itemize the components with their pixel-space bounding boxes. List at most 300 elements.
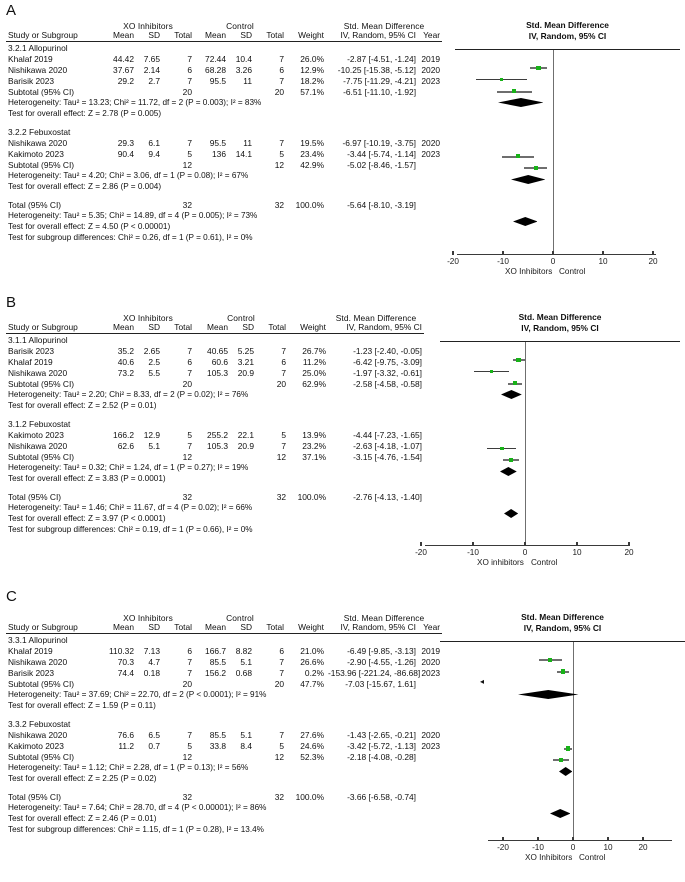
subtotal-total-xo: 12 [182, 751, 192, 762]
subtotal-row [6, 86, 442, 97]
study-name: Nishikawa 2020 [8, 137, 68, 148]
axis-tick-label: 0 [570, 843, 576, 852]
heterogeneity-text: Heterogeneity: Tau² = 2.20; Chi² = 8.33, df = 2 (P = 0.02); I² = 76% [8, 390, 249, 400]
table-note-row [6, 210, 442, 221]
header-effect: IV, Random, 95% CI [346, 321, 423, 332]
header-year: Year [423, 29, 441, 40]
panel-a [0, 0, 685, 292]
subtotal-weight: 37.1% [302, 451, 327, 462]
axis-tick [607, 837, 608, 841]
subgroup-header-row [6, 126, 442, 137]
total-xo: 5 [187, 429, 192, 440]
header-sd-control: SD [240, 621, 252, 632]
zero-reference-line [573, 642, 574, 840]
header-study: Study or Subgroup [8, 29, 78, 40]
subtotal-weight: 62.9% [302, 378, 327, 389]
year: 2019 [421, 53, 441, 64]
sd-xo: 6.5 [148, 729, 160, 740]
table-spacer [6, 119, 442, 126]
axis-label-right: Control [531, 558, 558, 567]
plot-header-rule [440, 641, 685, 642]
total-total-xo: 32 [182, 199, 192, 210]
plot-title-line2: IV, Random, 95% CI [521, 322, 599, 333]
plot-title-line1: Std. Mean Difference [518, 312, 602, 322]
table-note-row [6, 813, 442, 824]
mean-xo: 35.2 [117, 345, 134, 356]
mean-control: 40.65 [207, 345, 228, 356]
total-control: 5 [281, 429, 287, 440]
table-row [6, 729, 442, 740]
forest-plot [415, 312, 680, 576]
total-control: 7 [281, 440, 287, 451]
effect-marker [566, 746, 571, 751]
axis-tick [502, 251, 503, 255]
mean-control: 68.28 [205, 64, 226, 75]
sd-control: 14.1 [235, 148, 252, 159]
weight: 26.7% [302, 345, 327, 356]
mean-xo: 29.2 [117, 75, 134, 86]
effect-marker [516, 154, 520, 158]
plot-title [455, 20, 680, 41]
header-total-xo: Total [174, 321, 192, 332]
header-mean-xo: Mean [113, 321, 134, 332]
sd-xo: 9.4 [148, 148, 160, 159]
header-sd-xo: SD [148, 621, 160, 632]
header-mean-xo: Mean [113, 621, 134, 632]
effect-marker [548, 658, 552, 662]
subtotal-row [6, 159, 442, 170]
subtotal-diamond [501, 390, 522, 399]
weight: 26.0% [300, 53, 325, 64]
effect-marker [561, 669, 566, 674]
sd-control: 3.21 [237, 356, 254, 367]
total-row [6, 491, 424, 502]
mean-control: 85.5 [209, 656, 226, 667]
sd-control: 8.4 [240, 740, 252, 751]
axis-tick-label: 10 [603, 843, 613, 852]
header-group-smd: Std. Mean Difference [343, 613, 425, 623]
effect-marker [536, 66, 541, 71]
subtotal-effect-ci: -6.51 [-11.10, -1.92] [343, 86, 417, 97]
subtotal-effect-ci: -2.58 [-4.58, -0.58] [353, 378, 423, 389]
overall-effect-text: Test for overall effect: Z = 2.25 (P = 0.02) [8, 774, 157, 784]
study-name: Khalaf 2019 [8, 356, 53, 367]
axis-tick-label: 20 [648, 257, 658, 266]
mean-xo: 62.6 [117, 440, 134, 451]
mean-control: 60.6 [211, 356, 228, 367]
mean-xo: 90.4 [117, 148, 134, 159]
weight: 26.6% [300, 656, 325, 667]
axis-tick-label: 10 [572, 548, 582, 557]
subtotal-diamond [511, 175, 545, 184]
study-name: Kakimoto 2023 [8, 148, 64, 159]
subgroup-differences-text: Test for subgroup differences: Chi² = 0.26, df = 1 (P = 0.61), I² = 0% [8, 233, 253, 243]
overall-effect-text: Test for overall effect: Z = 3.83 (P = 0.0001) [8, 474, 166, 484]
total-xo: 7 [187, 367, 192, 378]
table-header-columns [6, 323, 424, 332]
weight: 27.6% [300, 729, 325, 740]
table-note-row [6, 473, 424, 484]
subgroup-header-row [6, 633, 442, 645]
mean-xo: 74.4 [117, 667, 134, 678]
header-weight: Weight [300, 321, 327, 332]
total-control: 7 [279, 75, 285, 86]
total-control: 6 [279, 645, 285, 656]
total-control: 7 [279, 137, 285, 148]
plot-header-rule [455, 49, 680, 50]
weight: 23.2% [302, 440, 327, 451]
table-note-row [6, 524, 424, 535]
total-label: Total (95% CI) [8, 199, 62, 210]
effect-marker [500, 447, 503, 450]
sd-control: 3.26 [235, 64, 252, 75]
overall-effect-text: Test for overall effect: Z = 2.52 (P = 0.01) [8, 401, 157, 411]
subtotal-label: Subtotal (95% CI) [8, 159, 75, 170]
zero-reference-line [553, 50, 554, 254]
zero-reference-line [525, 342, 526, 545]
total-xo: 7 [187, 440, 192, 451]
subgroup-header-row [6, 718, 442, 729]
mean-xo: 29.3 [117, 137, 134, 148]
effect-marker [509, 458, 513, 462]
axis-tick [552, 251, 553, 255]
study-name: Nishikawa 2020 [8, 64, 68, 75]
table-note-row [6, 773, 442, 784]
total-xo: 7 [187, 75, 192, 86]
effect-ci: -7.75 [-11.29, -4.21] [343, 75, 417, 86]
table-note-row [6, 181, 442, 192]
subtotal-label: Subtotal (95% CI) [8, 678, 75, 689]
study-name: Barisik 2023 [8, 75, 55, 86]
table-note-row [6, 400, 424, 411]
sd-control: 8.82 [235, 645, 252, 656]
total-control: 6 [279, 64, 285, 75]
total-total-control: 32 [276, 491, 287, 502]
sd-xo: 7.13 [143, 645, 160, 656]
year: 2020 [421, 137, 441, 148]
axis-tick-label: 0 [550, 257, 556, 266]
axis-tick [602, 251, 603, 255]
year: 2020 [421, 729, 441, 740]
subtotal-diamond [559, 767, 572, 776]
plot-title [440, 612, 685, 633]
header-group-smd: Std. Mean Difference [343, 21, 425, 31]
sd-control: 20.9 [237, 440, 254, 451]
sd-xo: 2.14 [143, 64, 160, 75]
total-control: 7 [279, 667, 285, 678]
subgroup-header-row [6, 333, 424, 345]
axis-tick [502, 837, 503, 841]
subtotal-total-control: 12 [276, 451, 287, 462]
total-diamond [550, 809, 570, 818]
table-note-row [6, 762, 442, 773]
mean-control: 156.2 [205, 667, 226, 678]
total-control: 6 [281, 356, 287, 367]
study-name: Kakimoto 2023 [8, 740, 64, 751]
study-name: Nishikawa 2020 [8, 656, 68, 667]
total-effect-ci: -2.76 [-4.13, -1.40] [353, 491, 423, 502]
year: 2020 [421, 64, 441, 75]
sd-xo: 4.7 [148, 656, 160, 667]
effect-ci: -4.44 [-7.23, -1.65] [353, 429, 423, 440]
effect-marker [559, 758, 564, 763]
subgroup-label: 3.2.1 Allopurinol [8, 42, 68, 53]
header-weight: Weight [298, 621, 325, 632]
effect-ci: -153.96 [-221.24, -86.68] [328, 667, 421, 678]
weight: 19.5% [300, 137, 325, 148]
axis-tick-label: 20 [638, 843, 648, 852]
mean-xo: 73.2 [117, 367, 134, 378]
table-note-row [6, 700, 442, 711]
subtotal-diamond [500, 467, 517, 476]
mean-xo: 166.2 [113, 429, 134, 440]
mean-control: 95.5 [209, 137, 226, 148]
subtotal-total-control: 20 [274, 678, 285, 689]
axis-tick [652, 251, 653, 255]
header-effect: IV, Random, 95% CI [340, 621, 417, 632]
study-name: Khalaf 2019 [8, 645, 53, 656]
spacer-cell [6, 119, 442, 126]
subtotal-label: Subtotal (95% CI) [8, 378, 75, 389]
sd-xo: 6.1 [148, 137, 160, 148]
mean-control: 72.44 [205, 53, 226, 64]
table-note-row [6, 689, 442, 700]
subgroup-label: 3.1.1 Allopurinol [8, 334, 68, 345]
axis-tick [537, 837, 538, 841]
table-note-row [6, 802, 442, 813]
effect-marker [516, 358, 521, 363]
year: 2023 [421, 75, 441, 86]
table-spacer [6, 484, 424, 491]
total-control: 7 [281, 367, 287, 378]
header-total-xo: Total [174, 621, 192, 632]
total-control: 7 [281, 345, 287, 356]
axis-tick [628, 542, 629, 546]
table-spacer [6, 784, 442, 791]
header-year: Year [423, 621, 441, 632]
table-note-row [6, 462, 424, 473]
effect-ci: -6.42 [-9.75, -3.09] [353, 356, 423, 367]
effect-ci: -3.44 [-5.74, -1.14] [347, 148, 417, 159]
study-table [6, 314, 424, 535]
sd-xo: 0.18 [143, 667, 160, 678]
weight: 18.2% [300, 75, 325, 86]
subtotal-effect-ci: -3.15 [-4.76, -1.54] [353, 451, 423, 462]
total-xo: 7 [187, 656, 192, 667]
weight: 21.0% [300, 645, 325, 656]
year: 2023 [421, 740, 441, 751]
total-xo: 6 [187, 645, 192, 656]
x-axis [488, 840, 672, 841]
total-effect-ci: -5.64 [-8.10, -3.19] [347, 199, 417, 210]
subtotal-row [6, 678, 442, 689]
total-xo: 7 [187, 53, 192, 64]
mean-control: 255.2 [207, 429, 228, 440]
axis-tick-label: 20 [624, 548, 634, 557]
subtotal-label: Subtotal (95% CI) [8, 86, 75, 97]
subtotal-weight: 42.9% [300, 159, 325, 170]
mean-xo: 37.67 [113, 64, 134, 75]
weight: 13.9% [302, 429, 327, 440]
header-study: Study or Subgroup [8, 621, 78, 632]
study-name: Kakimoto 2023 [8, 429, 64, 440]
heterogeneity-text: Heterogeneity: Tau² = 0.32; Chi² = 1.24, df = 1 (P = 0.27); I² = 19% [8, 463, 249, 473]
subtotal-row [6, 378, 424, 389]
subtotal-effect-ci: -2.18 [-4.08, -0.28] [347, 751, 417, 762]
year: 2020 [421, 656, 441, 667]
total-control: 7 [279, 729, 285, 740]
subtotal-total-control: 20 [276, 378, 287, 389]
table-note-row [6, 389, 424, 400]
total-label: Total (95% CI) [8, 491, 62, 502]
header-sd-xo: SD [148, 321, 160, 332]
sd-control: 11 [243, 75, 252, 86]
axis-tick-label: -20 [415, 548, 427, 557]
header-group-control: Control [226, 613, 254, 623]
sd-control: 10.4 [235, 53, 252, 64]
panel-c [0, 586, 685, 882]
axis-tick [452, 251, 453, 255]
spacer-cell [6, 711, 442, 718]
subtotal-row [6, 451, 424, 462]
axis-label-left: XO Inhibitors [525, 853, 573, 862]
total-xo: 7 [187, 345, 192, 356]
subtotal-total-xo: 20 [182, 678, 192, 689]
subtotal-weight: 52.3% [300, 751, 325, 762]
off-scale-arrow: ◂ [480, 677, 485, 687]
panel-label-a: A [6, 2, 17, 19]
subtotal-total-control: 20 [274, 86, 285, 97]
effect-marker [490, 370, 493, 373]
subgroup-label: 3.3.2 Febuxostat [8, 718, 71, 729]
effect-marker [500, 78, 503, 81]
total-weight: 100.0% [297, 491, 327, 502]
table-row [6, 345, 424, 356]
effect-ci: -1.97 [-3.32, -0.61] [353, 367, 423, 378]
weight: 0.2% [304, 667, 325, 678]
spacer-cell [6, 484, 424, 491]
axis-tick [472, 542, 473, 546]
table-row [6, 656, 442, 667]
study-name: Khalaf 2019 [8, 53, 53, 64]
table-row [6, 64, 442, 75]
plot-title-line2: IV, Random, 95% CI [523, 622, 602, 633]
axis-tick-label: -10 [467, 548, 479, 557]
subtotal-total-xo: 12 [182, 159, 192, 170]
overall-effect-text: Test for overall effect: Z = 1.59 (P = 0.11) [8, 701, 156, 711]
total-weight: 100.0% [295, 199, 325, 210]
total-overall-effect-text: Test for overall effect: Z = 4.50 (P < 0.00001) [8, 222, 171, 232]
table-row [6, 75, 442, 86]
table-note-row [6, 824, 442, 835]
header-effect: IV, Random, 95% CI [340, 29, 417, 40]
plot-header-rule [440, 341, 680, 342]
total-xo: 7 [187, 667, 192, 678]
sd-control: 5.25 [237, 345, 254, 356]
mean-xo: 11.2 [118, 740, 134, 751]
x-axis [457, 254, 656, 255]
effect-ci: -2.87 [-4.51, -1.24] [347, 53, 417, 64]
x-axis [425, 545, 630, 546]
mean-xo: 76.6 [117, 729, 134, 740]
header-group-xo: XO Inhibitors [123, 613, 173, 623]
table-row [6, 137, 442, 148]
total-total-xo: 32 [182, 491, 192, 502]
total-control: 7 [279, 656, 285, 667]
header-group-control: Control [227, 313, 255, 323]
subtotal-effect-ci: -5.02 [-8.46, -1.57] [347, 159, 417, 170]
subgroup-label: 3.1.2 Febuxostat [8, 418, 71, 429]
table-row [6, 429, 424, 440]
effect-ci: -10.25 [-15.38, -5.12] [337, 64, 417, 75]
header-mean-control: Mean [205, 621, 226, 632]
header-study: Study or Subgroup [8, 321, 78, 332]
total-heterogeneity-text: Heterogeneity: Tau² = 1.46; Chi² = 11.67, df = 4 (P = 0.02); I² = 66% [8, 503, 253, 513]
subtotal-label: Subtotal (95% CI) [8, 451, 75, 462]
table-spacer [6, 711, 442, 718]
axis-label-left: XO inhibitors [477, 558, 524, 567]
spacer-cell [6, 784, 442, 791]
sd-control: 5.1 [240, 729, 252, 740]
table-note-row [6, 108, 442, 119]
axis-label-right: Control [559, 267, 586, 276]
heterogeneity-text: Heterogeneity: Tau² = 37.69; Chi² = 22.70, df = 2 (P < 0.0001); I² = 91% [8, 690, 267, 700]
weight: 24.6% [300, 740, 325, 751]
effect-ci: -2.63 [-4.18, -1.07] [353, 440, 423, 451]
table-note-row [6, 232, 442, 243]
header-group-xo: XO Inhibitors [123, 21, 173, 31]
table-header-columns [6, 31, 442, 40]
plot-title-line1: Std. Mean Difference [521, 612, 604, 622]
subtotal-effect-ci: -7.03 [-15.67, 1.61] [345, 678, 417, 689]
total-heterogeneity-text: Heterogeneity: Tau² = 5.35; Chi² = 14.89, df = 4 (P = 0.005); I² = 73% [8, 211, 258, 221]
total-control: 5 [279, 148, 285, 159]
plot-title-line1: Std. Mean Difference [526, 20, 609, 30]
study-name: Barisik 2023 [8, 667, 55, 678]
total-diamond [513, 217, 538, 226]
subtotal-total-xo: 20 [182, 86, 192, 97]
effect-ci: -6.49 [-9.85, -3.13] [347, 645, 417, 656]
sd-xo: 12.9 [143, 429, 160, 440]
study-name: Nishikawa 2020 [8, 367, 68, 378]
axis-tick-label: -10 [497, 257, 509, 266]
total-row [6, 199, 442, 210]
subgroup-header-row [6, 41, 442, 53]
plot-title-line2: IV, Random, 95% CI [528, 30, 607, 41]
table-spacer [6, 411, 424, 418]
table-note-row [6, 97, 442, 108]
spacer-cell [6, 411, 424, 418]
weight: 23.4% [300, 148, 325, 159]
sd-xo: 0.7 [148, 740, 160, 751]
year: 2023 [421, 667, 441, 678]
subgroup-differences-text: Test for subgroup differences: Chi² = 1.15, df = 1 (P = 0.28), I² = 13.4% [8, 825, 264, 835]
header-total-control: Total [268, 321, 287, 332]
effect-marker [512, 89, 516, 93]
table-spacer [6, 192, 442, 199]
heterogeneity-text: Heterogeneity: Tau² = 13.23; Chi² = 11.72, df = 2 (P = 0.003); I² = 83% [8, 98, 262, 108]
heterogeneity-text: Heterogeneity: Tau² = 1.12; Chi² = 2.28, df = 1 (P = 0.13); I² = 56% [8, 763, 249, 773]
axis-label-left: XO Inhibitors [505, 267, 553, 276]
total-xo: 7 [187, 729, 192, 740]
table-note-row [6, 502, 424, 513]
total-total-control: 32 [274, 791, 285, 802]
subgroup-differences-text: Test for subgroup differences: Chi² = 0.19, df = 1 (P = 0.66), I² = 0% [8, 525, 253, 535]
study-table [6, 22, 442, 243]
table-header-columns [6, 623, 442, 632]
table-note-row [6, 513, 424, 524]
axis-tick-label: -10 [532, 843, 544, 852]
